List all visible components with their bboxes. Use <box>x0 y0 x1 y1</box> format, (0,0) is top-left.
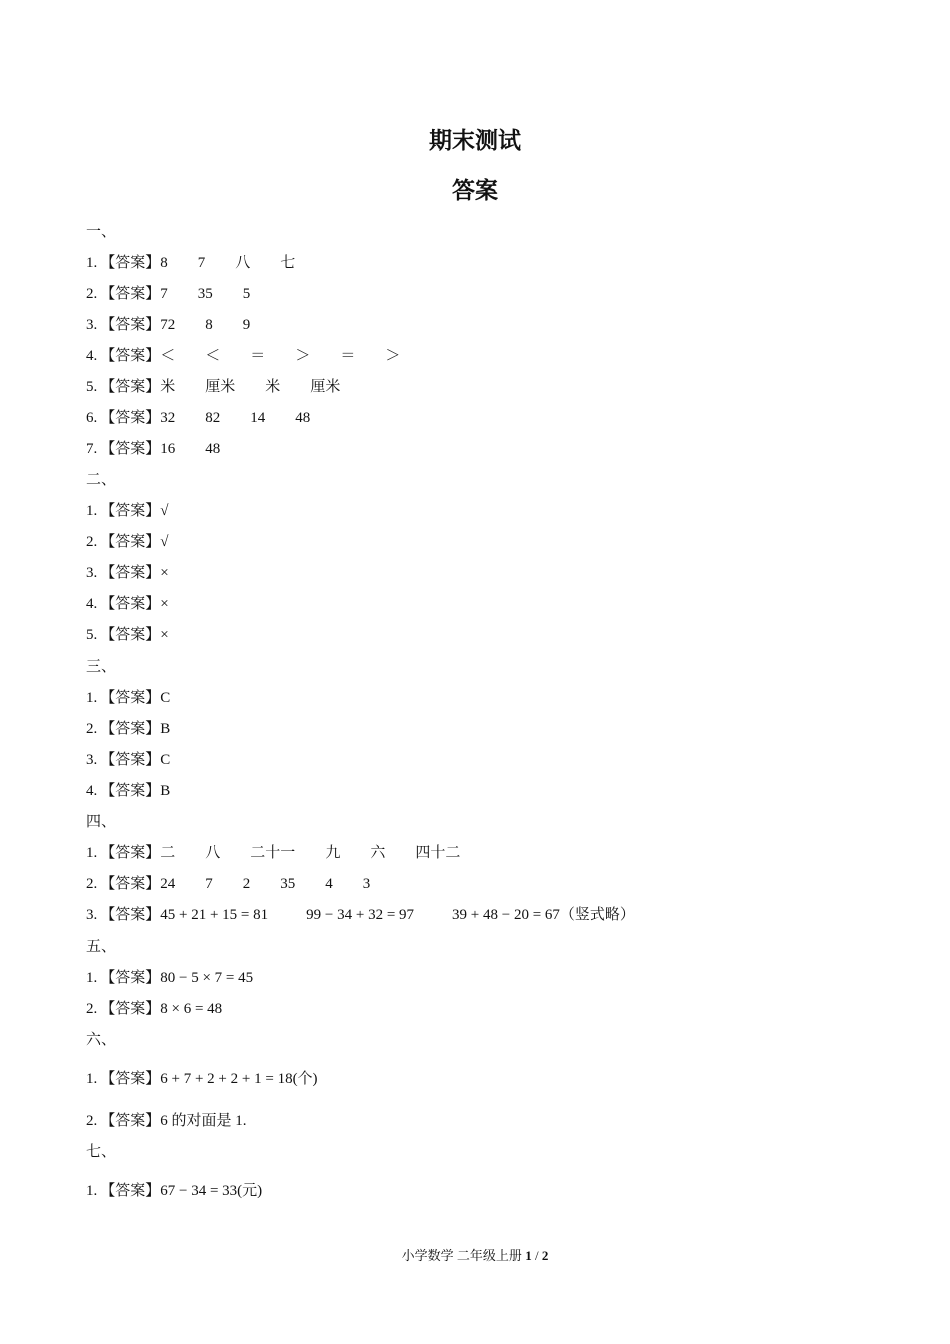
section-heading: 六、 <box>86 1032 117 1048</box>
item-number: 3. <box>86 907 98 923</box>
answer-values <box>160 563 168 583</box>
item-number: 7. <box>86 441 98 457</box>
footer-text: 小学数学 二年级上册 <box>401 1248 522 1263</box>
answer-value: 厘米 <box>205 379 236 395</box>
answer-value: 82 <box>205 410 221 426</box>
answer-label: 【答案】 <box>100 379 161 395</box>
answer-item <box>86 377 340 397</box>
answer-value: 七 <box>280 255 296 271</box>
answer-values <box>160 968 253 988</box>
answer-values <box>160 532 168 552</box>
answer-item <box>86 688 170 708</box>
answer-label: 【答案】 <box>100 970 161 986</box>
answer-values <box>160 999 222 1019</box>
answer-value: 24 <box>160 876 176 892</box>
answer-value: 8 <box>205 317 213 333</box>
answer-value: √ <box>160 534 169 550</box>
answer-value: 九 <box>325 845 341 861</box>
answer-value: 72 <box>160 317 176 333</box>
answer-value: 8 × 6 = 48 <box>160 1001 223 1017</box>
answer-item <box>86 594 169 614</box>
answer-label: 【答案】 <box>100 845 161 861</box>
answer-item <box>86 719 170 739</box>
item-number: 4. <box>86 783 98 799</box>
answer-label: 【答案】 <box>100 907 161 923</box>
answer-list <box>86 0 886 1240</box>
item-number: 2. <box>86 534 98 550</box>
answer-values <box>160 1111 246 1131</box>
answer-values <box>160 408 310 428</box>
section-heading: 三、 <box>86 659 117 675</box>
answer-item <box>86 781 170 801</box>
answer-value: C <box>160 690 171 706</box>
section-heading: 二、 <box>86 472 117 488</box>
answer-value: ＜ <box>160 348 176 364</box>
answer-value: 厘米 <box>310 379 341 395</box>
answer-value: 7 <box>205 876 213 892</box>
item-number: 1. <box>86 1071 98 1087</box>
answer-values <box>160 284 250 304</box>
answer-value: 39 + 48 − 20 = 67（竖式略） <box>452 907 635 923</box>
answer-values <box>160 501 168 521</box>
answer-value: 二 <box>160 845 176 861</box>
answer-label: 【答案】 <box>100 876 161 892</box>
answer-value: 99 − 34 + 32 = 97 <box>306 907 415 923</box>
item-number: 2. <box>86 876 98 892</box>
answer-label: 【答案】 <box>100 534 161 550</box>
answer-value: 6 + 7 + 2 + 2 + 1 = 18(个) <box>160 1071 318 1087</box>
answer-value: 48 <box>295 410 311 426</box>
answer-value: 4 <box>325 876 333 892</box>
answer-value: 32 <box>160 410 176 426</box>
answer-values <box>160 1069 317 1089</box>
item-number: 3. <box>86 317 98 333</box>
answer-values <box>160 377 340 397</box>
answer-value: × <box>160 627 169 643</box>
answer-value: 9 <box>242 317 251 333</box>
item-number: 1. <box>86 845 98 861</box>
footer-page: 1 <box>525 1248 532 1263</box>
item-number: 6. <box>86 410 98 426</box>
answer-value: 米 <box>160 379 176 395</box>
answer-value: √ <box>160 503 169 519</box>
answer-values <box>160 315 250 335</box>
section-heading: 一、 <box>86 224 117 240</box>
answer-label: 【答案】 <box>100 1001 161 1017</box>
section-heading: 四、 <box>86 814 117 830</box>
answer-item <box>86 284 250 304</box>
answer-item <box>86 501 169 521</box>
answer-value: × <box>160 565 169 581</box>
answer-value: 米 <box>265 379 281 395</box>
answer-value: 48 <box>205 441 221 457</box>
answer-item <box>86 1111 247 1131</box>
answer-value: 八 <box>205 845 221 861</box>
answer-item <box>86 408 310 428</box>
answer-value: 7 <box>160 286 168 302</box>
item-number: 5. <box>86 627 98 643</box>
section-heading: 七、 <box>86 1144 117 1160</box>
answer-value: 35 <box>280 876 296 892</box>
item-number: 5. <box>86 379 98 395</box>
answer-label: 【答案】 <box>100 255 161 271</box>
answer-item <box>86 532 169 552</box>
answer-values <box>160 750 170 770</box>
item-number: 3. <box>86 752 98 768</box>
answer-values <box>160 1181 262 1201</box>
section-heading: 五、 <box>86 939 117 955</box>
item-number: 1. <box>86 690 98 706</box>
answer-label: 【答案】 <box>100 1071 161 1087</box>
footer-sep: / <box>534 1248 539 1263</box>
answer-value: ＜ <box>205 348 221 364</box>
answer-values <box>160 719 170 739</box>
answer-label: 【答案】 <box>100 783 161 799</box>
answer-label: 【答案】 <box>100 690 161 706</box>
answer-value: 8 <box>160 255 168 271</box>
answer-value: 7 <box>197 255 206 271</box>
answer-item <box>86 999 222 1019</box>
answer-item <box>86 1181 262 1201</box>
answer-item <box>86 315 250 335</box>
page-subtitle: 答案 <box>452 178 498 204</box>
item-number: 1. <box>86 1183 98 1199</box>
answer-value: ＝ <box>340 348 356 364</box>
answer-value: B <box>160 783 171 799</box>
footer-total: 2 <box>541 1248 549 1263</box>
answer-value: 六 <box>370 845 386 861</box>
answer-value: B <box>160 721 171 737</box>
answer-label: 【答案】 <box>100 1113 161 1129</box>
answer-value: 45 + 21 + 15 = 81 <box>160 907 269 923</box>
item-number: 2. <box>86 1113 98 1129</box>
item-number: 2. <box>86 286 98 302</box>
answer-values <box>160 625 168 645</box>
answer-values <box>160 874 370 894</box>
answer-values <box>160 346 400 366</box>
answer-item <box>86 968 253 988</box>
answer-value: × <box>160 596 169 612</box>
page-title: 期末测试 <box>429 128 521 154</box>
answer-values <box>160 439 220 459</box>
answer-item <box>86 253 295 273</box>
answer-label: 【答案】 <box>100 565 161 581</box>
answer-value: 80 − 5 × 7 = 45 <box>160 970 254 986</box>
answer-label: 【答案】 <box>100 410 161 426</box>
answer-values <box>160 781 170 801</box>
item-number: 4. <box>86 348 98 364</box>
answer-value: 16 <box>160 441 176 457</box>
answer-label: 【答案】 <box>100 286 161 302</box>
answer-item <box>86 625 169 645</box>
answer-label: 【答案】 <box>100 441 161 457</box>
answer-values <box>160 253 295 273</box>
answer-value: ＞ <box>385 348 401 364</box>
answer-value: 5 <box>242 286 251 302</box>
answer-value: 四十二 <box>415 845 461 861</box>
answer-label: 【答案】 <box>100 752 161 768</box>
answer-item <box>86 1069 318 1089</box>
answer-label: 【答案】 <box>100 596 161 612</box>
answer-label: 【答案】 <box>100 721 161 737</box>
item-number: 2. <box>86 721 98 737</box>
item-number: 1. <box>86 255 98 271</box>
item-number: 1. <box>86 970 98 986</box>
answer-label: 【答案】 <box>100 317 161 333</box>
answer-label: 【答案】 <box>100 1183 161 1199</box>
answer-value: 二十一 <box>250 845 296 861</box>
answer-value: 35 <box>197 286 213 302</box>
item-number: 4. <box>86 596 98 612</box>
answer-label: 【答案】 <box>100 503 161 519</box>
answer-value: ＞ <box>295 348 311 364</box>
answer-values <box>160 594 168 614</box>
answer-value: C <box>160 752 171 768</box>
item-number: 2. <box>86 1001 98 1017</box>
answer-value: 2 <box>242 876 251 892</box>
answer-item <box>86 843 460 863</box>
answer-item <box>86 439 220 459</box>
answer-label: 【答案】 <box>100 627 161 643</box>
answer-value: 八 <box>235 255 251 271</box>
answer-item <box>86 750 170 770</box>
answer-label: 【答案】 <box>100 348 161 364</box>
answer-item <box>86 346 400 366</box>
item-number: 1. <box>86 503 98 519</box>
answer-value: ＝ <box>250 348 266 364</box>
answer-value: 3 <box>362 876 371 892</box>
answer-values <box>160 905 635 925</box>
answer-values <box>160 688 170 708</box>
page-footer <box>0 1247 950 1265</box>
answer-item <box>86 905 635 925</box>
item-number: 3. <box>86 565 98 581</box>
answer-value: 14 <box>250 410 266 426</box>
answer-value: 67 − 34 = 33(元) <box>160 1183 263 1199</box>
answer-item <box>86 874 370 894</box>
answer-item <box>86 563 169 583</box>
answer-value: 6 的对面是 1. <box>160 1113 247 1129</box>
answer-values <box>160 843 460 863</box>
